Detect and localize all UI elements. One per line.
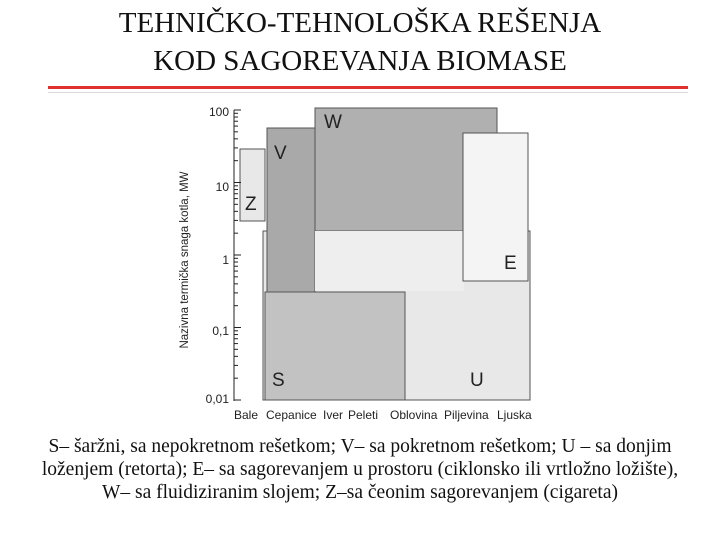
x-tick-label: Oblovina [390,408,438,422]
region-label-v: V [274,143,287,164]
page-title-line-2: KOD SAGOREVANJA BIOMASE [153,45,567,77]
y-tick-label: 0,01 [205,392,229,406]
y-tick-label: 1 [222,253,229,267]
x-tick-label: Peleti [348,408,379,422]
chart-panel [174,98,544,424]
region-e [463,133,528,281]
region-s [265,292,405,400]
accent-divider [48,86,688,89]
region-u-top [315,231,464,291]
region-label-e: E [504,253,517,274]
chart-svg [174,98,544,424]
x-tick-label: Piljevina [444,408,489,422]
x-tick-label: Bale [234,408,259,422]
x-tick-label: Cepanice [266,408,317,422]
y-axis-label: Nazivna termička snaga kotla, MW [179,171,191,349]
region-label-u: U [470,370,484,391]
y-tick-label: 0,1 [212,324,229,338]
x-tick-label: Iver [323,408,344,422]
y-tick-label: 10 [215,180,229,194]
region-label-w: W [324,112,342,133]
region-label-z: Z [245,194,257,215]
region-label-s: S [272,370,285,391]
legend-caption: S– šaržni, sa nepokretnom rešetkom; V– sa pokretnom rešetkom; U – sa donjim loženjem (retorta); E– sa sagorevanjem u prostoru (ciklonsko ili vrtložno ložište), W– sa fluidiziranim slojem; Z–sa čeonim sagorevanjem (cigareta) [41,436,679,503]
accent-divider-shadow [48,92,688,93]
page-title [0,4,720,80]
x-tick-label: Ljuska [497,408,532,422]
page-title-line-1: TEHNIČKO-TEHNOLOŠKA REŠENJA [118,7,602,39]
y-tick-label: 100 [208,105,229,119]
